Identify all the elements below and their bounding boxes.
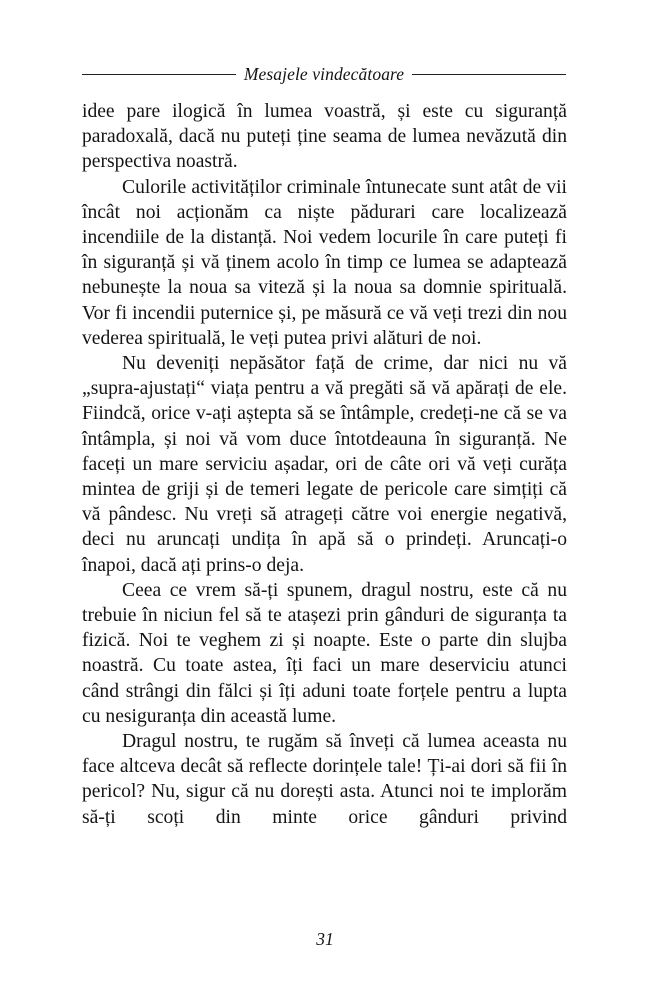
header-rule-left [82, 74, 236, 75]
header-rule-right [412, 74, 566, 75]
paragraph-1: idee pare ilogică în lumea voastră, și este cu siguranță paradoxală, dacă nu puteți ține seama de lumea nevăzută din perspectiva noastră. [82, 101, 567, 173]
paragraph-2: Culorile activităților criminale întunecate sunt atât de vii încât noi acționăm ca niște pădurari care localizează incendiile de la distanță. Noi vedem locurile în care puteți fi în siguranță și vă ținem acolo în timp ce lumea se adaptează nebunește la noua sa viteză și la noua sa domnie spirituală. Vor fi incendii puternice și, pe măsură ce vă veți trezi din nou vederea spirituală, le veți putea privi alături de noi. [82, 176, 567, 349]
body-text [82, 99, 567, 830]
running-header [82, 62, 566, 86]
paragraph-5: Dragul nostru, te rugăm să înveți că lumea aceasta nu face altceva decât să reflecte dorințele tale! Ți-ai dori să fii în pericol? Nu, sigur că nu dorești asta. Atunci noi te implorăm să-ți scoți din minte orice gânduri privind [82, 731, 567, 828]
page-number: 31 [316, 929, 334, 949]
paragraph-3: Nu deveniți nepăsător față de crime, dar nici nu vă „supra-ajustați“ viața pentru a vă pregăti să vă apărați de ele. Fiindcă, orice v-ați aștepta să se întâmple, credeți-ne că se va întâmpla, și noi vă vom duce întotdeauna în siguranță. Ne faceți un mare serviciu așadar, ori de câte ori vă veți curăța mintea de griji și de temeri legate de pericole care simțiți că vă pândesc. Nu vreți să atrageți către voi energie negativă, deci nu aruncați undița în apă să o prindeți. Aruncați-o înapoi, dacă ați prins-o deja. [82, 353, 567, 576]
running-title: Mesajele vindecătoare [243, 63, 405, 84]
paragraph-4: Ceea ce vrem să-ți spunem, dragul nostru, este că nu trebuie în niciun fel să te atașezi prin gânduri de siguranța ta fizică. Noi te veghem zi și noapte. Este o parte din slujba noastră. Cu toate astea, îți faci un mare deserviciu atunci când strângi din fălci și îți aduni toate forțele pentru a lupta cu nesiguranța din această lume. [82, 579, 567, 727]
